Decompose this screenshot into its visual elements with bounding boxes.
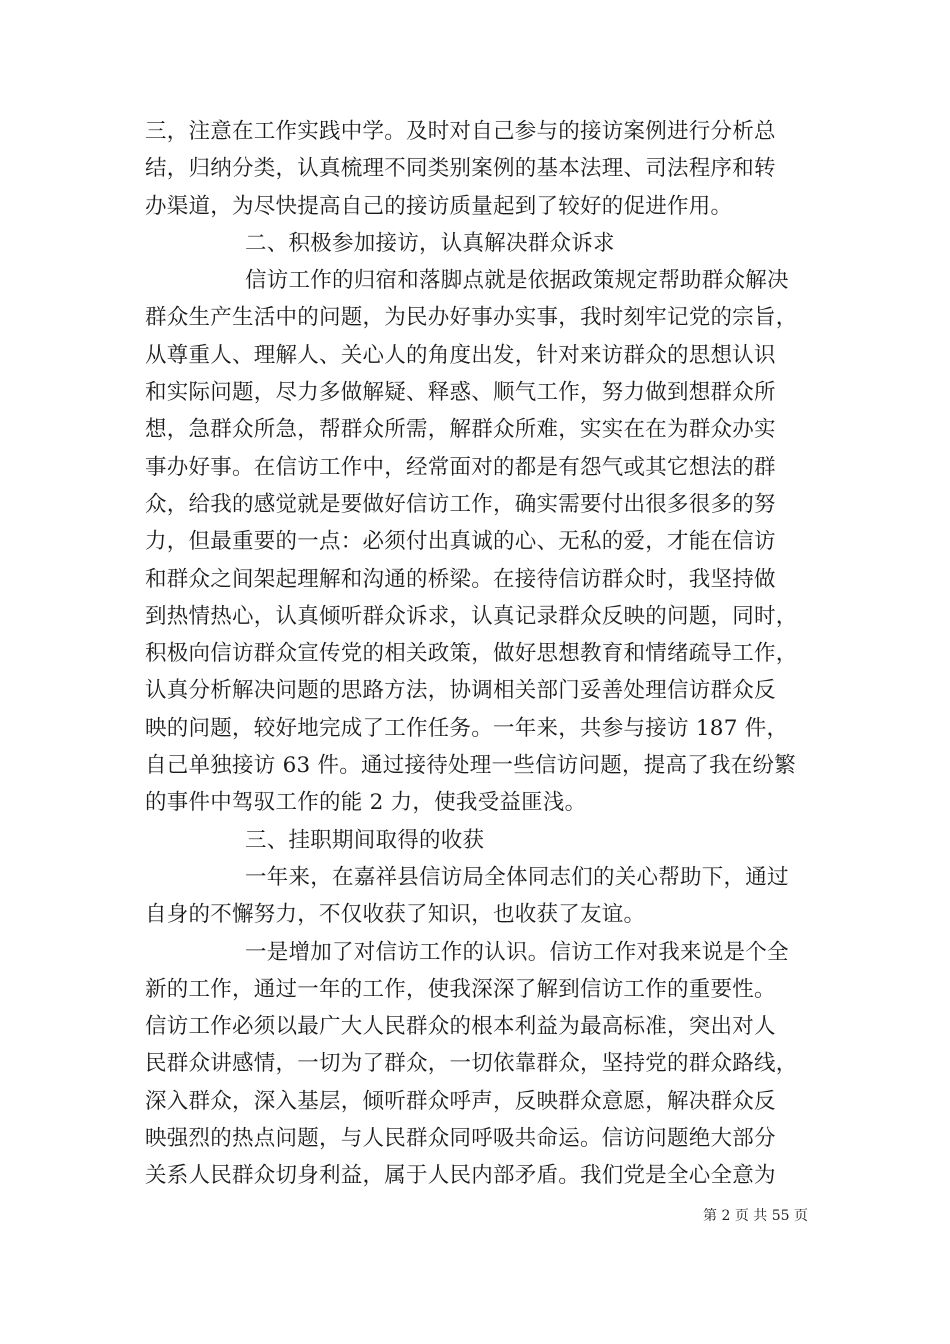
body-text xyxy=(145,113,817,1195)
page-number: 第 2 页 共 55 页 xyxy=(703,1208,808,1224)
text-line: 认真分析解决问题的思路方法，协调相关部门妥善处理信访群众反 xyxy=(145,678,776,704)
text-line: 和实际问题，尽力多做解疑、释惑、顺气工作，努力做到想群众所 xyxy=(145,380,776,406)
text-line: 自己单独接访 63 件。通过接待处理一些信访问题，提高了我在纷繁 xyxy=(145,753,797,779)
text-line: 众，给我的感觉就是要做好信访工作，确实需要付出很多很多的努 xyxy=(145,491,776,517)
text-line: 自身的不懈努力，不仅收获了知识，也收获了友谊。 xyxy=(145,902,646,928)
text-line: 从尊重人、理解人、关心人的角度出发，针对来访群众的思想认识 xyxy=(145,342,776,368)
text-line: 信访工作必须以最广大人民群众的根本利益为最高标准，突出对人 xyxy=(145,1014,776,1040)
paragraph-start: 信访工作的归宿和落脚点就是依据政策规定帮助群众解决 xyxy=(245,268,789,294)
section-heading-3: 三、挂职期间取得的收获 xyxy=(245,827,485,853)
text-line: 想，急群众所急，帮群众所需，解群众所难，实实在在为群众办实 xyxy=(145,417,776,443)
text-line: 关系人民群众切身利益，属于人民内部矛盾。我们党是全心全意为 xyxy=(145,1163,776,1189)
text-line: 办渠道，为尽快提高自己的接访质量起到了较好的促进作用。 xyxy=(145,193,733,219)
text-line: 事办好事。在信访工作中，经常面对的都是有怨气或其它想法的群 xyxy=(145,454,776,480)
paragraph-start: 一是增加了对信访工作的认识。信访工作对我来说是个全 xyxy=(245,939,789,965)
text-line: 新的工作，通过一年的工作，使我深深了解到信访工作的重要性。 xyxy=(145,976,776,1002)
text-line: 深入群众，深入基层，倾听群众呼声，反映群众意愿，解决群众反 xyxy=(145,1088,776,1114)
text-line: 映的问题，较好地完成了工作任务。一年来，共参与接访 187 件， xyxy=(145,715,789,741)
text-line: 到热情热心，认真倾听群众诉求，认真记录群众反映的问题，同时， xyxy=(145,603,798,629)
section-heading-2: 二、积极参加接访，认真解决群众诉求 xyxy=(245,230,615,256)
text-line: 三，注意在工作实践中学。及时对自己参与的接访案例进行分析总 xyxy=(145,119,776,144)
text-line: 民群众讲感情，一切为了群众，一切依靠群众，坚持党的群众路线， xyxy=(145,1051,798,1077)
text-line: 的事件中驾驭工作的能 2 力，使我受益匪浅。 xyxy=(145,790,587,816)
text-line: 积极向信访群众宣传党的相关政策，做好思想教育和情绪疏导工作， xyxy=(145,641,798,667)
paragraph-start: 一年来，在嘉祥县信访局全体同志们的关心帮助下，通过 xyxy=(245,864,789,890)
text-line: 映强烈的热点问题，与人民群众同呼吸共命运。信访问题绝大部分 xyxy=(145,1126,776,1152)
text-line: 力，但最重要的一点：必须付出真诚的心、无私的爱，才能在信访 xyxy=(145,529,776,555)
text-line: 和群众之间架起理解和沟通的桥梁。在接待信访群众时，我坚持做 xyxy=(145,566,776,592)
text-line: 结，归纳分类，认真梳理不同类别案例的基本法理、司法程序和转 xyxy=(145,156,776,182)
text-line: 群众生产生活中的问题，为民办好事办实事，我时刻牢记党的宗旨， xyxy=(145,305,798,331)
